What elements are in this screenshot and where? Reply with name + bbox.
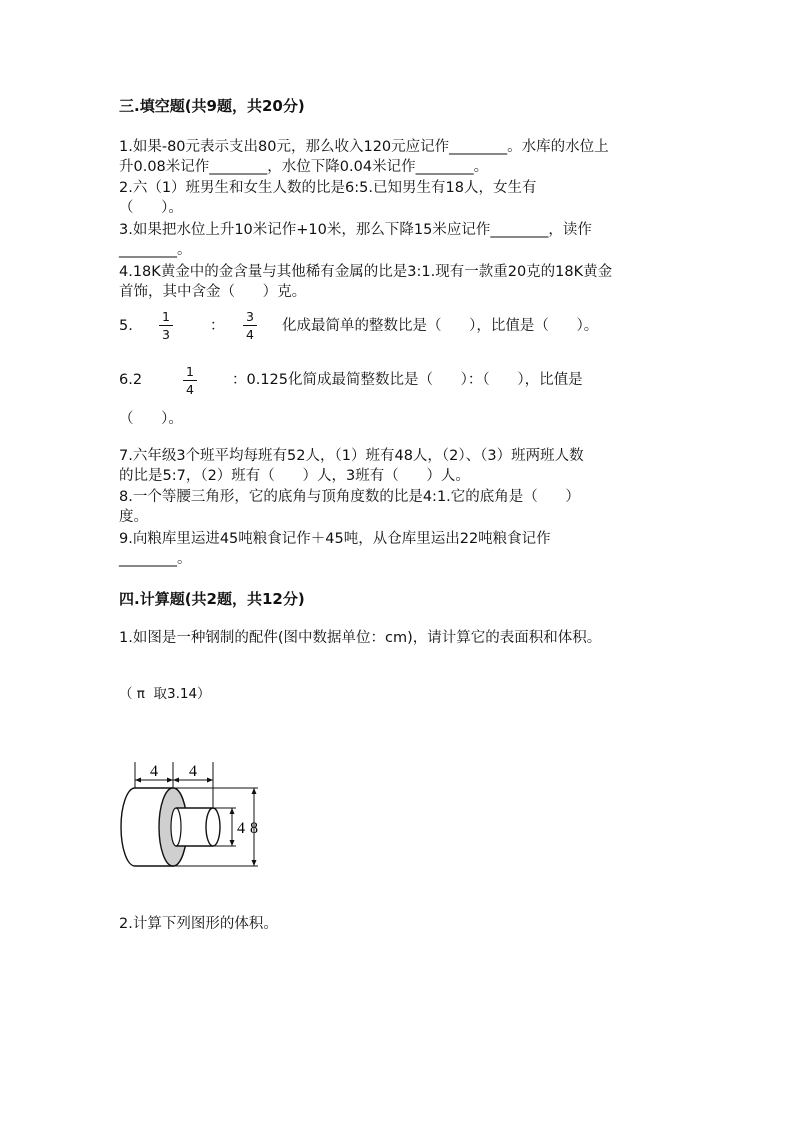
question-6-tail: （ ）。: [119, 411, 183, 427]
question-5-number: 5.: [119, 318, 133, 334]
question-7-line-2: 的比是5:7，（2）班有（ ）人，3班有（ ）人。: [119, 468, 470, 484]
question-6-text: ：0.125化简成最简整数比是（ ）：（ ），比值是: [232, 372, 583, 388]
question-5-colon: ：: [210, 318, 225, 334]
question-3-line-2: ________。: [119, 242, 192, 258]
question-8-line-1: 8.一个等腰三角形，它的底角与顶角度数的比是4:1.它的底角是（ ）: [119, 489, 580, 505]
question-5-text: 化成最简单的整数比是（ ），比值是（ ）。: [282, 318, 599, 334]
dim-top-right-label: 4: [189, 763, 197, 780]
fraction-bar: [243, 325, 257, 326]
question-9-line-2: ________。: [119, 551, 192, 567]
question-2-line-2: （ ）。: [119, 200, 183, 216]
fraction-denominator: 4: [186, 382, 194, 397]
question-5-fraction-1: [159, 309, 173, 342]
calc-question-1: 1.如图是一种钢制的配件(图中数据单位：cm)，请计算它的表面积和体积。: [119, 630, 602, 646]
question-3-line-1: 3.如果把水位上升10米记作+10米，那么下降15米应记作________，读作: [119, 222, 592, 238]
question-6-number: 6.2: [119, 372, 143, 388]
pi-note: （ π 取3.14）: [119, 686, 211, 702]
steel-part-figure: [118, 758, 268, 870]
question-1-line-1: 1.如果-80元表示支出80元，那么收入120元应记作________。水库的水位上: [119, 139, 609, 155]
fraction-denominator: 4: [246, 327, 254, 342]
fraction-bar: [159, 325, 173, 326]
dim-top-left-label: 4: [150, 763, 158, 780]
section-title: 三.填空题(共9题，共20分): [119, 97, 305, 115]
fraction-numerator: 3: [246, 309, 254, 324]
dim-inner-label: 4: [237, 820, 245, 837]
question-1-line-2: 升0.08米记作________，水位下降0.04米记作________。: [119, 159, 489, 175]
fraction-numerator: 1: [186, 364, 194, 379]
section-title: 四.计算题(共2题，共12分): [119, 590, 305, 608]
question-5-fraction-2: [243, 309, 257, 342]
question-8-line-2: 度。: [119, 509, 148, 525]
fraction-denominator: 3: [162, 327, 170, 342]
question-4-line-1: 4.18K黄金中的金含量与其他稀有金属的比是3:1.现有一款重20克的18K黄金: [119, 264, 613, 280]
question-7-line-1: 7.六年级3个班平均每班有52人，（1）班有48人，（2）、（3）班两班人数: [119, 448, 584, 464]
question-6-fraction: [183, 364, 197, 397]
fraction-numerator: 1: [162, 309, 170, 324]
question-9-line-1: 9.向粮库里运进45吨粮食记作＋45吨，从仓库里运出22吨粮食记作: [119, 531, 551, 547]
dim-outer-label: 8: [250, 820, 258, 837]
question-4-line-2: 首饰，其中含金（ ）克。: [119, 284, 307, 300]
question-2-line-1: 2.六（1）班男生和女生人数的比是6:5.已知男生有18人，女生有: [119, 180, 537, 196]
fraction-bar: [183, 380, 197, 381]
calc-question-2: 2.计算下列图形的体积。: [119, 916, 278, 932]
